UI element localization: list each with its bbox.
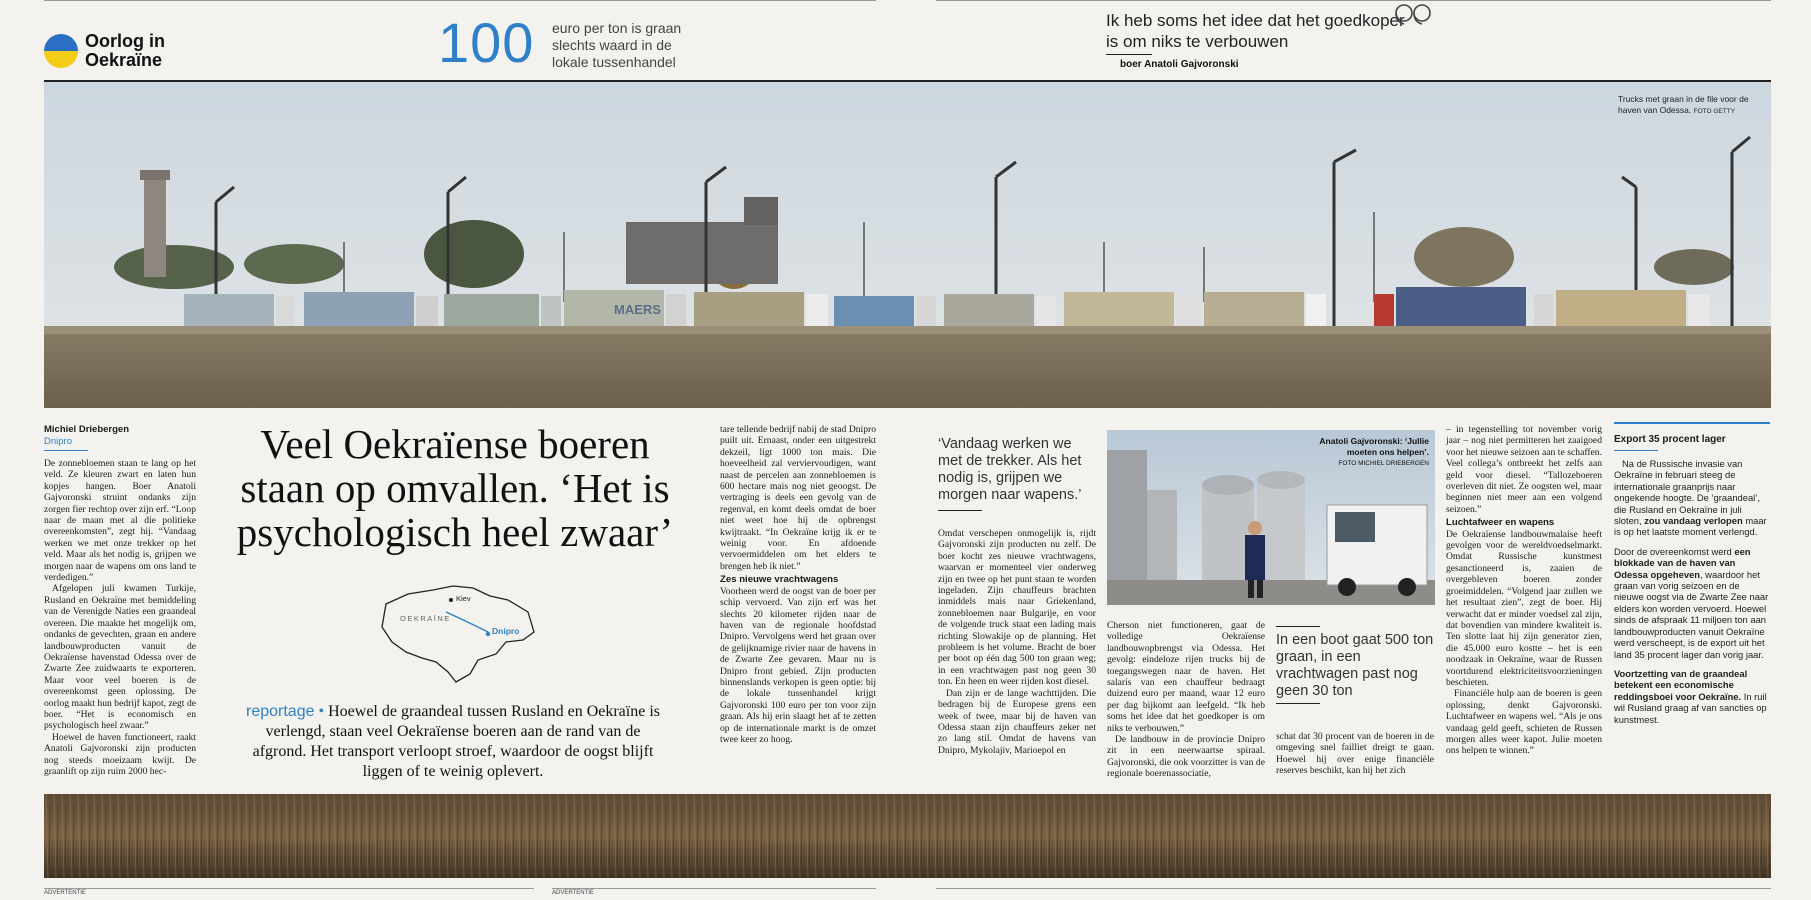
footer-rule-2 — [552, 888, 876, 889]
sidebar-text: Na de Russische invasie van Oekraïne in februari steeg de internationale graanprijs naar ongekende hoogte. De ‘graandeal’, die Rusland en Oekraïne in juli sloten, — [1614, 458, 1760, 527]
footer-rule-1 — [44, 888, 534, 889]
sidebar-bold: Voortzetting van de graandeal betekent een economische reddingsboei voor Oekraïne. — [1614, 667, 1748, 702]
pull-quote-1: ‘Vandaag werken we met de trekker. Als het nodig is, grijpen we morgen naar wapens.’ — [938, 436, 1082, 503]
ad-label-1: ADVERTENTIE — [44, 890, 86, 896]
sidebar-body — [1614, 458, 1770, 725]
byline-author: Michiel Driebergen — [44, 424, 129, 435]
photo2-caption-text: Anatoli Gajvoronski: ‘Jullie moeten ons helpen’. — [1319, 436, 1429, 457]
paragraph: tare tellende bedrijf nabij de stad Dnipro puilt uit. Ernaast, onder een uitgestrekt dekzeil, ligt 1000 ton mais. Die hoeveelheid zal verviervoudigen, want naast de percelen aan zonnebloemen is 600 hectare mais nog niet geoogst. De vertraging is deels een gevolg van de regenval, en komt deels omdat de boer niet weet hoe hij de opbrengst kwijtraakt. “In Oekraïne krijg ik er te weinig voor. En afdoende vervoermiddelen om het elders te brengen heb ik niet.” — [720, 424, 876, 572]
top-rule-left — [44, 0, 876, 1]
paragraph: De Oekraïense landbouwmalaise heeft gevolgen voor de wereldvoedselmarkt. Omdat Russische kunstmest gesanctioneerd is, zaaien de overgebleven boeren zonder groeimiddelen. “Volgend jaar zullen we het resultaat zien”, zegt de boer. Hij verwacht dat er minder voedsel zal zijn, dat bovendien van mindere kwaliteit is. Ten slotte laat hij zijn generator zien, die 45.000 euro kostte – het is een noodzaak in Oekraïne, waar de Russen voortdurend elektriciteitsvoorzieningen beschieten. — [1446, 528, 1602, 688]
paragraph: Afgelopen juli kwamen Turkije, Rusland en Oekraïne met bemiddeling van de Verenigde Naties een graandeal overeen. Die maakte het mogelijk om, ondanks de gevechten, graan en andere landbouwproducten vanuit de Oekraïense havenstad Odessa over de Zwarte Zee zuidwaarts te exporteren. Maar voor veel boeren is de overeenkomst geen oplossing. De oorlog maakt hun bedrijf kapot, zegt de boer. “Het is economisch en psychologisch heel zwaar.” — [44, 583, 196, 732]
ad-label-2: ADVERTENTIE — [552, 890, 594, 896]
quote-marks-icon — [1392, 0, 1434, 26]
subhead: Zes nieuwe vrachtwagens — [720, 574, 839, 586]
paragraph: De zonnebloemen staan te lang op het veld. Ze kleuren zwart en laten hun kopjes hangen. Boer Anatoli Gajvoronski struint ondanks zijn zorgen fier rechtop over zijn erf. “Loop naar de maan met al die politieke overeenkomsten”, zegt hij. “Vandaag werken we met onze trekker op het veld. Maar als het nodig is, grijpen we morgen naar de wapens om ons land te verdedigen.” — [44, 458, 196, 584]
lead-bullet: • — [318, 703, 325, 720]
pull-quote-1-rule — [938, 510, 982, 511]
truck-label: MAERS — [614, 302, 661, 317]
headline: Veel Oekraïense boeren staan op omvallen. ‘Het is psychologisch heel zwaar’ — [236, 421, 674, 555]
photo2-credit: FOTO MICHIEL DRIEBERGEN — [1338, 460, 1429, 467]
paragraph: – in tegenstelling tot november vorig jaar – nog niet permitteren het zaaigoed voor het nieuwe seizoen aan te schaffen. Veel collega’s ontbreekt het zelfs aan geld voor diesel. “Tallozeboeren overleven dit niet. Ze oogsten wel, maar beginnen niet meer aan een volgend seizoen.” — [1446, 424, 1602, 515]
map-label-dnipro: Dnipro — [492, 626, 520, 636]
paragraph: Omdat verschepen onmogelijk is, rijdt Gajvoronski zijn producten nu zelf. De boer kocht zes nieuwe vrachtwagens, waarvan er momenteel vier onderweg zijn en twee op het punt staan te worden ingeladen. Zijn chauffeurs brachten inmiddels mais naar Griekenland, zonnebloemen naar Bulgarije, en voor de volgende truck staat een lading mais richting Slowakije op de planning. Het probleem is het volume. Bracht de boer per boot op één dag 500 ton graan weg; in een vrachtwagen past nog geen 30 ton. En heen en weer rijden kost diesel. — [938, 528, 1096, 688]
hero-caption-credit: FOTO GETTY — [1693, 107, 1736, 115]
column-3 — [720, 424, 876, 745]
sidebar-title-rule — [1614, 450, 1658, 451]
header-quote-text: Ik heb soms het idee dat het goedkoper is om niks te verbouwen — [1106, 11, 1405, 51]
paragraph: schat dat 30 procent van de boeren in de omgeving snel failliet dreigt te gaan. Hoewel hij over enige financiële reserves beschikt, kan hij het zich — [1276, 731, 1434, 777]
column-6 — [1276, 731, 1434, 777]
sidebar-text: maar is op het laatste moment verlengd. — [1614, 515, 1767, 538]
field-photo — [44, 794, 1771, 878]
map-label-kiev: Kiev — [456, 594, 471, 603]
paragraph: De landbouw in de provincie Dnipro zit in een neerwaartse spiraal. Gajvoronski, die ook voorzitter is van de regionale boerenassociatie, — [1107, 734, 1265, 780]
hero-caption-text: Trucks met graan in de file voor de haven van Odessa. — [1618, 94, 1749, 115]
column-1 — [44, 458, 196, 777]
stat-number: 100 — [438, 11, 535, 74]
subhead: Luchtafweer en wapens — [1446, 517, 1555, 529]
column-4 — [938, 528, 1096, 756]
footer-rule-3 — [936, 888, 1771, 889]
column-7 — [1446, 424, 1602, 757]
lead-kicker: reportage — [246, 703, 315, 720]
sidebar-bold: een blokkade van de haven van Odessa opgeheven — [1614, 545, 1751, 580]
ukraine-map — [378, 582, 538, 687]
lead — [238, 702, 668, 782]
photo2-caption — [1309, 436, 1429, 470]
farmer-photo — [1107, 430, 1435, 605]
sidebar-text: , waardoor het graan van vorig seizoen en de nieuwe oogst via de Zwarte Zee naar elders kon worden vervoerd. Hoewel sinds de afspraak 11 miljoen ton aan landbouwproducten vanuit Oekraïne werd verscheept, is de export uit het land 35 procent lager dan vorig jaar. — [1614, 568, 1769, 660]
byline-rule — [44, 450, 88, 451]
paragraph: Cherson niet functioneren, gaat de volledige Oekraïense landbouwopbrengst via Odessa. Het gevolg: eindeloze rijen trucks bij de toegangswegen naar de haven. Het salaris van een chauffeur bedraagt duizend euro per maand, waar 12 euro per dag bijkomt aan leefgeld. “Ik heb soms het idee dat het goedkoper is om niks te verbouwen.” — [1107, 620, 1265, 734]
map-label-country: OEKRAÏNE — [400, 614, 451, 623]
column-5 — [1107, 620, 1265, 780]
paragraph: Hoewel de haven functioneert, raakt Anatoli Gajvoronski zijn producten nog steeds moeizaam kwijt. De graanlift op zijn ruim 2000 hec- — [44, 731, 196, 777]
sidebar-bold: zou vandaag verlopen — [1644, 515, 1743, 527]
sidebar-title: Export 35 procent lager — [1614, 434, 1726, 445]
pull-quote-2-rule-top — [1276, 626, 1320, 627]
section-title: Oorlog in Oekraïne — [85, 31, 165, 70]
stat-text: euro per ton is graan slechts waard in de lokale tussenhandel — [552, 20, 682, 70]
pull-quote-2-rule-bottom — [1276, 703, 1320, 704]
paragraph: Dan zijn er de lange wachttijden. Die bedragen bij de Europese grens een week of twee, maar bij de haven van Odessa staan zijn chauffeurs zeker net zo lang stil. Omdat de havens van Dnipro, Mykolajiv, Marioepol en — [938, 687, 1096, 756]
sidebar-rule — [1614, 422, 1770, 424]
paragraph: Financiële hulp aan de boeren is geen oplossing, denkt Gajvoronski. Luchtafweer en wapens wel. “Als je ons vandaag geld geeft, schieten de Russen morgen alles weer kapot. Julie moeten ons helpen te winnen.” — [1446, 688, 1602, 757]
sidebar-text: Door de overeenkomst werd — [1614, 545, 1732, 557]
pull-quote-2: In een boot gaat 500 ton graan, in een vrachtwagen past nog geen 30 ton — [1276, 632, 1434, 699]
section-flag-icon — [44, 34, 78, 68]
hero-caption — [1618, 94, 1758, 117]
paragraph: Voorheen werd de oogst van de boer per schip vervoerd. Van zijn erf was het slechts 20 kilometer rijden naar de haven van de regionale hoofdstad Dnipro. Vervolgens werd het graan over de gelijknamige rivier naar de havens in de Zwarte Zee gevaren. Maar nu is Dnipro front gebied. Zijn producten binnenslands verkopen is geen optie: bij de lokale tussenhandel krijgt Gajvoronski 100 euro per ton voor zijn graan. Als hij erin slaagt het af te zetten op de internationale markt is de omzet twee keer zo hoog. — [720, 585, 876, 745]
quote-underline — [1106, 54, 1152, 55]
header-quote-author: boer Anatoli Gajvoronski — [1120, 59, 1239, 70]
byline-location: Dnipro — [44, 436, 72, 447]
hero-photo — [44, 82, 1771, 408]
top-rule-right — [936, 0, 1771, 1]
lead-text: Hoewel de graandeal tussen Rusland en Oekraïne is verlengd, staan veel Oekraïense boeren aan de rand van de afgrond. Het transport verloopt stroef, waardoor de oogst blijft liggen of te weinig oplevert. — [252, 703, 660, 780]
sidebar-text: In ruil wil Rusland graag af van sancties op kunstmest. — [1614, 690, 1767, 725]
